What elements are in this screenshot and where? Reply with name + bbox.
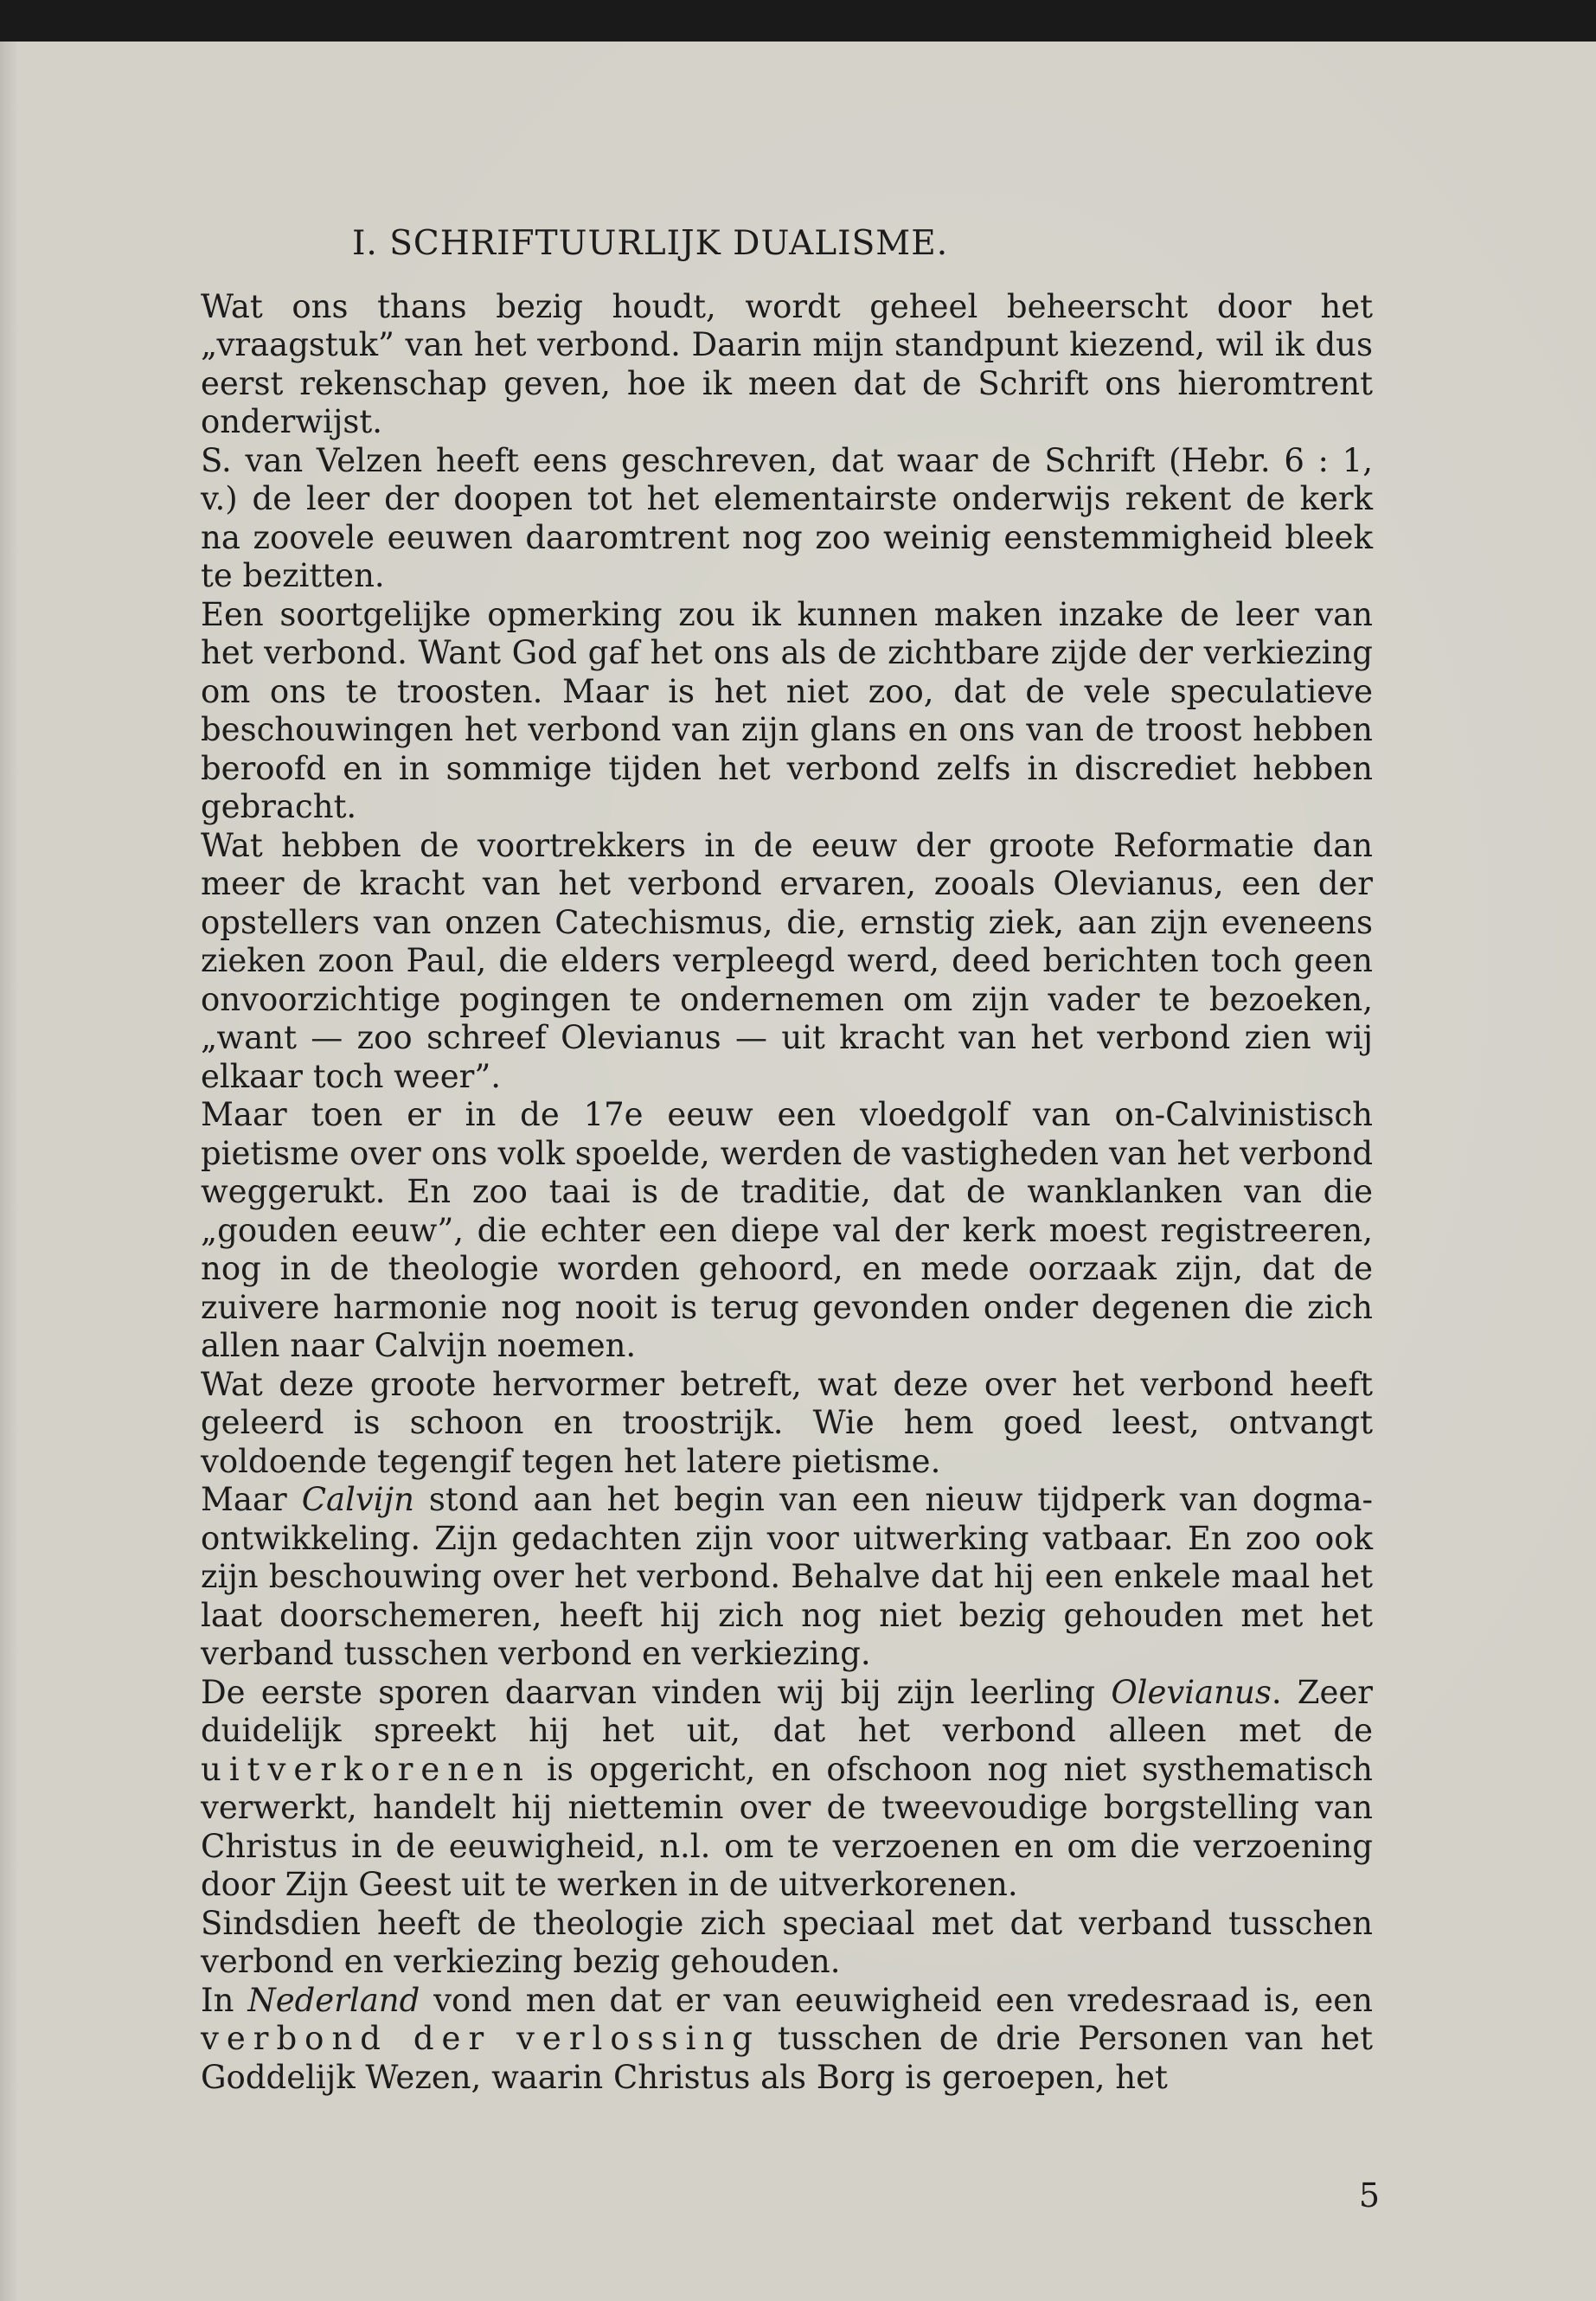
paragraph-5: Maar toen er in de 17e eeuw een vloedgolf van on-Calvinistisch pietisme over ons volk spoelde, werden de vastigheden van het verbond weggerukt. En zoo taai is de traditie, dat de wanklanken van die „gouden eeuw”, die echter een diepe val der kerk moest registreeren, nog in de theologie worden gehoord, en mede oorzaak zijn, dat de zuivere harmonie nog nooit is terug gevonden onder degenen die zich allen naar Calvijn noemen. [201,1096,1373,1364]
paragraph-8: De eerste sporen daarvan vinden wij bij zijn leerling Olevianus. Zeer duidelijk spreekt hij het uit, dat het verbond alleen met de uitverkorenen is opgericht, en ofschoon nog niet systhematisch verwerkt, handelt hij niettemin over de tweevoudige borgstelling van Christus in de eeuwigheid, n.l. om te verzoenen en om die verzoening door Zijn Geest uit te werken in de uitverkorenen. [201,1673,1373,1903]
paragraph-3: Een soortgelijke opmerking zou ik kunnen maken inzake de leer van het verbond. Want God gaf het ons als de zichtbare zijde der verkiezing om ons te troosten. Maar is het niet zoo, dat de vele speculatieve beschouwingen het verbond van zijn glans en ons van de troost hebben beroofd en in sommige tijden het verbond zelfs in discrediet hebben gebracht. [201,595,1373,825]
paragraph-7: Maar Calvijn stond aan het begin van een nieuw tijdperk van dogma-ontwikkeling. Zijn gedachten zijn voor uitwerking vatbaar. En zoo ook zijn beschouwing over het verbond. Behalve dat hij een enkele maal het laat doorschemeren, heeft hij zich nog niet bezig gehouden met het verband tusschen verbond en verkiezing. [201,1481,1374,1672]
book-page [0,42,1596,2301]
chapter-heading: I. SCHRIFTUURLIJK DUALISME. [352,224,949,263]
olevianus-italic: Olevianus [1111,1673,1272,1711]
paragraph-2: S. van Velzen heeft eens geschreven, dat waar de Schrift (Hebr. 6 : 1, v.) de leer der doopen tot het elementairste onderwijs rekent de kerk na zoovele eeuwen daaromtrent nog zoo weinig eenstemmigheid bleek te bezitten. [201,441,1373,594]
uitverkorenen-spaced: uitverkorenen [201,1750,531,1788]
paragraph-9: Sindsdien heeft de theologie zich speciaal met dat verband tusschen verbond en verkiezing bezig gehouden. [201,1904,1373,1980]
paragraph-4: Wat hebben de voortrekkers in de eeuw der groote Reformatie dan meer de kracht van het verbond ervaren, zooals Olevianus, een der opstellers van onzen Catechismus, die, ernstig ziek, aan zijn eveneens zieken zoon Paul, die elders verpleegd werd, deed berichten toch geen onvoorzichtige pogingen te ondernemen om zijn vader te bezoeken, „want — zoo schreef Olevianus — uit kracht van het verbond zien wij elkaar toch weer”. [201,826,1373,1095]
paragraph-10: In Nederland vond men dat er van eeuwigheid een vredesraad is, een verbond der verlossing tusschen de drie Personen van het Goddelijk Wezen, waarin Christus als Borg is geroepen, het [201,1981,1373,2096]
nederland-italic: Nederland [247,1981,420,2019]
calvijn-italic: Calvijn [301,1481,414,1518]
page-text [201,225,1373,2097]
paragraph-1: Wat ons thans bezig houdt, wordt geheel beheerscht door het „vraagstuk” van het verbond. Daarin mijn standpunt kiezend, wil ik dus eerst rekenschap geven, hoe ik meen dat de Schrift ons hieromtrent onderwijst. [201,287,1373,440]
page-number: 5 [1358,2176,1380,2214]
verbond-der-verlossing-spaced: verbond der verlossing [201,2020,760,2057]
paragraph-6: Wat deze groote hervormer betreft, wat deze over het verbond heeft geleerd is schoon en troostrijk. Wie hem goed leest, ontvangt voldoende tegengif tegen het latere pietisme. [201,1365,1373,1480]
